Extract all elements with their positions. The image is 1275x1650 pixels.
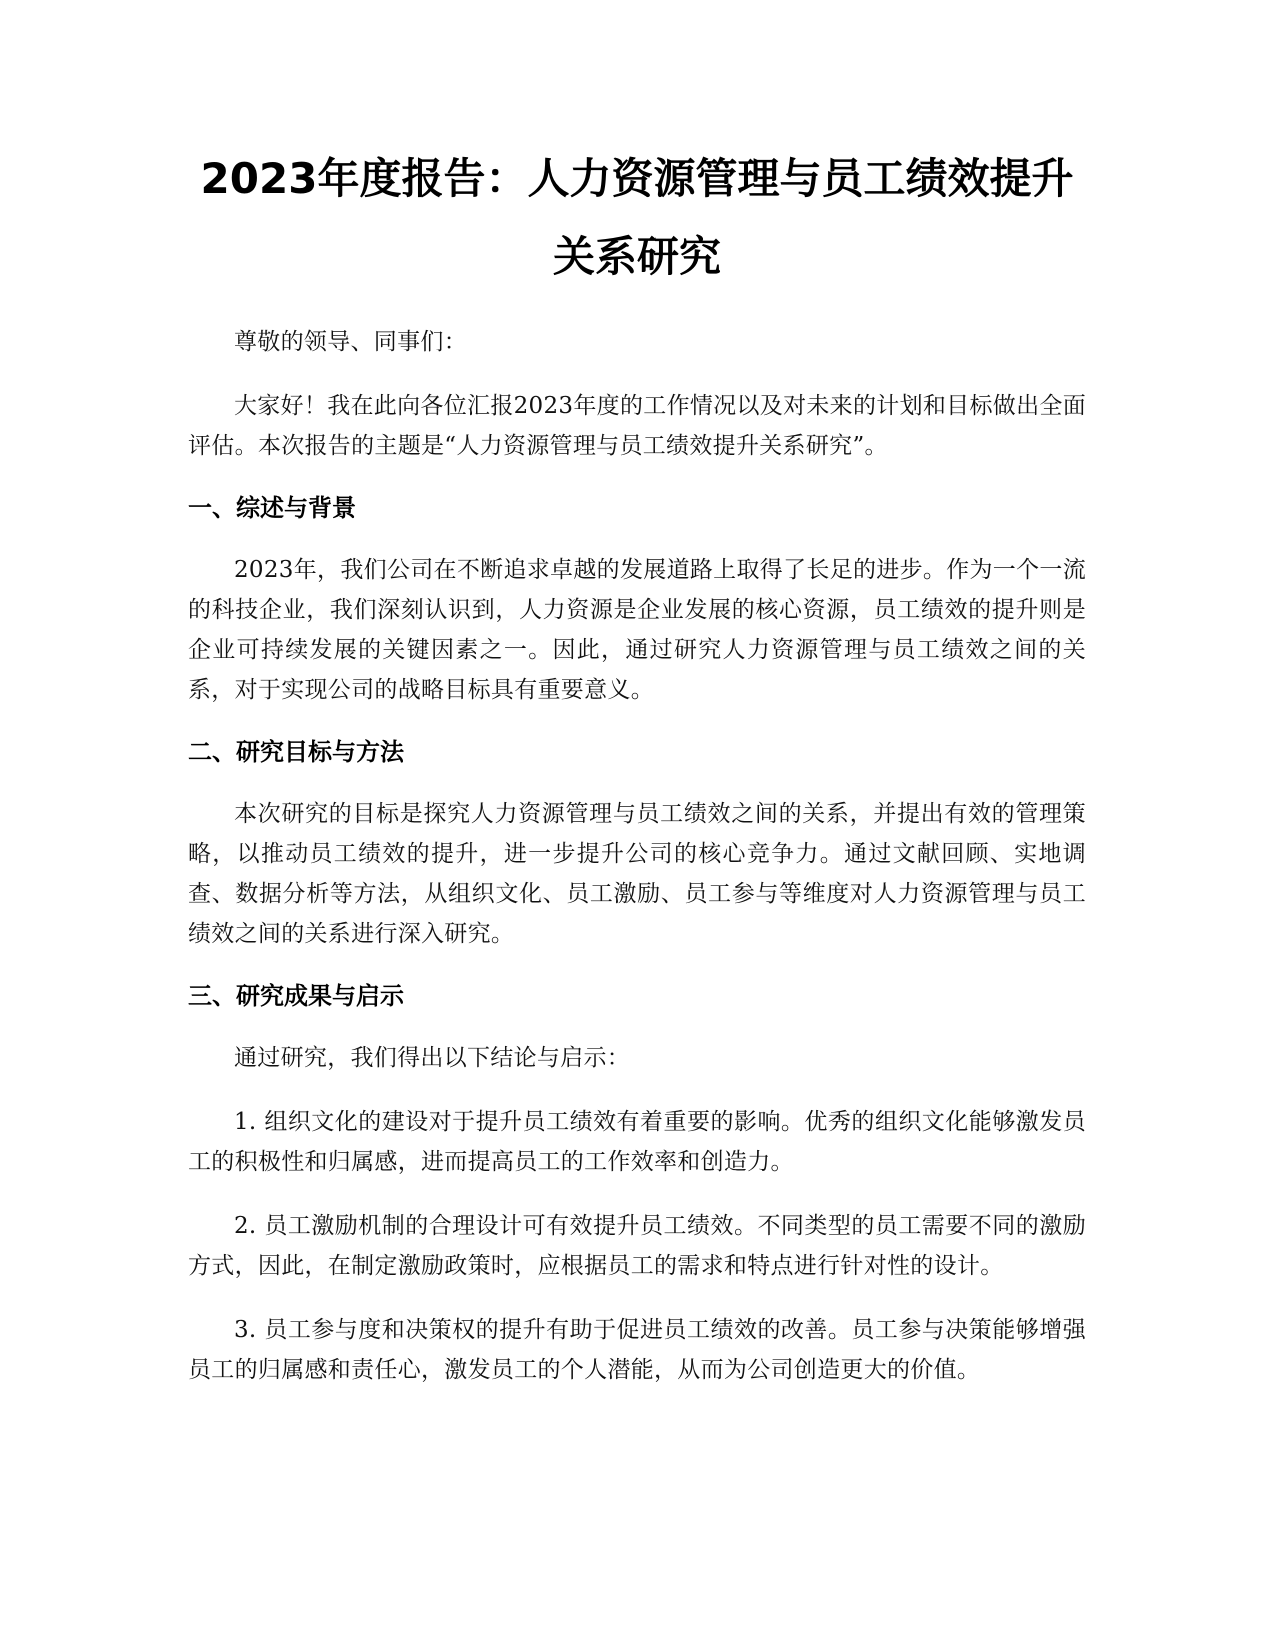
intro-paragraph: 大家好！我在此向各位汇报2023年度的工作情况以及对未来的计划和目标做出全面评估。本次报告的主题是“人力资源管理与员工绩效提升关系研究”。: [188, 393, 1086, 459]
results-intro-paragraph: 通过研究，我们得出以下结论与启示：: [234, 1045, 631, 1071]
goals-methods-paragraph: 本次研究的目标是探究人力资源管理与员工绩效之间的关系，并提出有效的管理策略，以推动员工绩效的提升，进一步提升公司的核心竞争力。通过文献回顾、实地调查、数据分析等方法，从组织文化、员工激励、员工参与等维度对人力资源管理与员工绩效之间的关系进行深入研究。: [188, 801, 1086, 947]
salutation: 尊敬的领导、同事们：: [234, 329, 467, 355]
finding-item-1: 1. 组织文化的建设对于提升员工绩效有着重要的影响。优秀的组织文化能够激发员工的积极性和归属感，进而提高员工的工作效率和创造力。: [188, 1109, 1086, 1175]
section-heading-overview: 一、综述与背景: [188, 494, 356, 522]
document-body: [188, 140, 1086, 1390]
finding-item-2: 2. 员工激励机制的合理设计可有效提升员工绩效。不同类型的员工需要不同的激励方式，因此，在制定激励政策时，应根据员工的需求和特点进行针对性的设计。: [188, 1213, 1086, 1279]
finding-item-3: 3. 员工参与度和决策权的提升有助于促进员工绩效的改善。员工参与决策能够增强员工的归属感和责任心，激发员工的个人潜能，从而为公司创造更大的价值。: [188, 1317, 1086, 1383]
section-heading-results: 三、研究成果与启示: [188, 982, 404, 1010]
section-heading-goals-methods: 二、研究目标与方法: [188, 738, 404, 766]
overview-paragraph: 2023年，我们公司在不断追求卓越的发展道路上取得了长足的进步。作为一个一流的科技企业，我们深刻认识到，人力资源是企业发展的核心资源，员工绩效的提升则是企业可持续发展的关键因素之一。因此，通过研究人力资源管理与员工绩效之间的关系，对于实现公司的战略目标具有重要意义。: [188, 557, 1086, 703]
document-title: 2023年度报告：人力资源管理与员工绩效提升关系研究: [200, 154, 1074, 281]
